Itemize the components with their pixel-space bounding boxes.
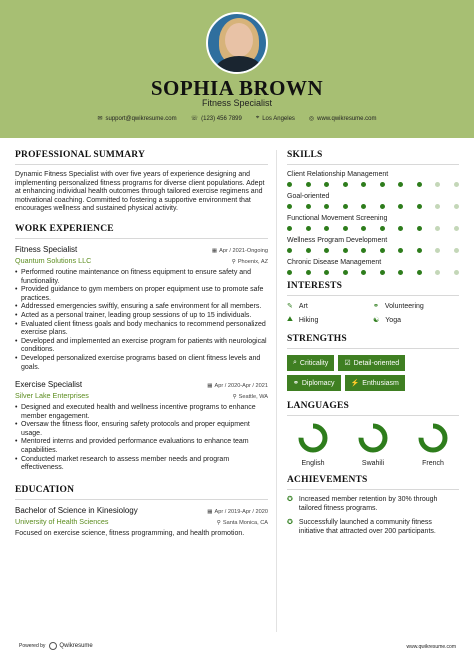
interests-list <box>287 302 459 324</box>
skill-name: Wellness Program Development <box>287 237 388 244</box>
achievements-heading: ACHIEVEMENTS <box>287 475 459 490</box>
rating-dot <box>398 182 403 187</box>
list-item: • Addressed emergencies swiftly, ensuring a safe environment for all members. <box>15 303 268 312</box>
profile-photo <box>206 12 268 74</box>
list-item: • Oversaw the fitness floor, ensuring safety protocols and proper equipment usage. <box>15 421 268 438</box>
education-text: Focused on exercise science, fitness programming, and health promotion. <box>15 529 245 537</box>
rating-dot <box>454 182 459 187</box>
left-column <box>15 150 268 538</box>
company-name: Silver Lake Enterprises <box>15 391 89 401</box>
interest-item: ⚭ Volunteering <box>373 302 424 310</box>
list-item: • Evaluated client fitness goals and body mechanics to recommend personalized exercise plans. <box>15 321 268 338</box>
language-item <box>347 422 399 467</box>
list-item: • Developed and implemented an exercise program for patients with neurological conditions. <box>15 338 268 355</box>
rating-dot <box>454 226 459 231</box>
interest-item: ✎ Art <box>287 302 308 310</box>
skill-rating <box>287 182 459 187</box>
job-title: Fitness Specialist <box>15 244 78 254</box>
rating-dot <box>324 248 329 253</box>
language-item <box>407 422 459 467</box>
rating-dot <box>417 226 422 231</box>
rating-dot <box>324 204 329 209</box>
skill-rating <box>287 226 459 231</box>
skill-rating <box>287 204 459 209</box>
footer-website[interactable]: www.qwikresume.com <box>406 644 456 650</box>
rating-dot <box>398 270 403 275</box>
job-entry <box>15 380 268 473</box>
skill-name: Client Relationship Management <box>287 171 389 178</box>
rating-dot <box>398 204 403 209</box>
contact-website[interactable]: ◎ www.qwikresume.com <box>308 115 377 122</box>
location-pin-icon: ⚲ <box>232 394 237 401</box>
job-dates: Apr / 2020-Apr / 2021 <box>214 383 268 390</box>
rating-dot <box>287 248 292 253</box>
rating-dot <box>306 226 311 231</box>
candidate-title: Fitness Specialist <box>201 98 273 108</box>
rating-dot <box>361 270 366 275</box>
rating-dot <box>435 204 440 209</box>
contact-location: ⌖ Los Angeles <box>255 115 295 122</box>
list-item: • Acted as a personal trainer, leading group sessions of up to 15 individuals. <box>15 312 268 321</box>
rating-dot <box>306 270 311 275</box>
rating-dot <box>306 182 311 187</box>
list-item: • Provided guidance to gym members on proper equipment use to promote safe practices. <box>15 286 268 303</box>
footer <box>0 632 474 670</box>
handshake-icon: ⚭ <box>373 303 379 310</box>
achievement-item: ✪ Successfully launched a community fitness initiative that attracted over 200 participants. <box>287 519 436 535</box>
rating-dot <box>343 182 348 187</box>
right-column <box>287 150 459 542</box>
rating-dot <box>380 204 385 209</box>
rating-dot <box>287 270 292 275</box>
strength-chip: ⚭ Diplomacy <box>287 375 341 391</box>
rating-dot <box>324 270 329 275</box>
list-item: • Mentored interns and provided performance evaluations to enhance team capabilities. <box>15 438 268 455</box>
strengths-heading: STRENGTHS <box>287 334 459 349</box>
rating-dot <box>435 226 440 231</box>
skills-list <box>287 171 459 275</box>
language-label: French <box>422 460 444 467</box>
education-dates: Apr / 2019-Apr / 2020 <box>214 508 268 515</box>
rating-dot <box>324 226 329 231</box>
languages-list <box>287 422 459 467</box>
rating-dot <box>287 204 292 209</box>
company-name: Quantum Solutions LLC <box>15 255 92 265</box>
degree-title: Bachelor of Science in Kinesiology <box>15 505 138 515</box>
brand-logo[interactable]: Qwikresume <box>49 642 92 650</box>
powered-by <box>19 642 93 650</box>
rating-dot <box>287 182 292 187</box>
rating-dot <box>343 226 348 231</box>
medal-icon: ✪ <box>287 496 293 503</box>
medal-icon: ✪ <box>287 519 293 527</box>
calendar-icon: ▦ <box>211 247 218 254</box>
summary-heading: PROFESSIONAL SUMMARY <box>15 150 268 165</box>
rating-dot <box>380 226 385 231</box>
language-level-ring <box>357 422 389 454</box>
rating-dot <box>361 182 366 187</box>
header-banner <box>0 0 474 138</box>
education-location: Santa Monica, CA <box>222 519 268 526</box>
interest-item: ⛰ Hiking <box>287 316 319 324</box>
contact-phone[interactable]: ☏ (123) 456 7899 <box>190 115 242 122</box>
list-item: • Designed and executed health and wellness incentive programs to enhance member engagement. <box>15 404 268 421</box>
rating-dot <box>343 270 348 275</box>
skill-rating <box>287 270 459 275</box>
list-item: • Performed routine maintenance on fitness equipment to ensure safety and functionality. <box>15 269 268 286</box>
rating-dot <box>398 226 403 231</box>
job-location: Seattle, WA <box>238 394 268 401</box>
job-bullets <box>15 269 268 372</box>
checklist-icon: ☑ <box>344 360 351 367</box>
language-level-ring <box>297 422 329 454</box>
phone-icon: ☏ <box>190 116 199 122</box>
strength-chip: ☑ Detail-oriented <box>338 355 405 371</box>
strength-chip: ⚡ Enthusiasm <box>345 375 405 391</box>
bolt-icon: ⚡ <box>350 380 360 387</box>
calendar-icon: ▦ <box>207 508 213 515</box>
rating-dot <box>398 248 403 253</box>
rating-dot <box>380 248 385 253</box>
rating-dot <box>417 248 422 253</box>
skill-name: Functional Movement Screening <box>287 215 388 222</box>
calendar-icon: ▦ <box>207 383 213 390</box>
rating-dot <box>417 270 422 275</box>
skills-heading: SKILLS <box>287 150 459 165</box>
handshake-icon: ⚭ <box>293 380 299 387</box>
rating-dot <box>435 182 440 187</box>
language-label: Swahili <box>361 460 385 467</box>
brush-icon: ✎ <box>287 303 293 310</box>
list-item: • Conducted market research to assess member needs and program effectiveness. <box>15 456 268 473</box>
summary-text: Dynamic Fitness Specialist with over five years of experience designing and implementing personalized fitness programs for diverse client populations. Adept at enhancing individual health outcomes through tailored exercise regimens and motivational coaching. Committed to fostering a supportive environment that encourages wellness and sustained physical activity. <box>15 171 265 213</box>
hiking-boot-icon: ⛰ <box>287 316 293 323</box>
job-dates: Apr / 2021-Ongoing <box>219 247 268 254</box>
job-bullets <box>15 404 268 473</box>
rating-dot <box>324 182 329 187</box>
rating-dot <box>380 182 385 187</box>
job-entry <box>15 245 268 372</box>
rating-dot <box>417 182 422 187</box>
rating-dot <box>287 226 292 231</box>
skill-name: Chronic Disease Management <box>287 259 382 266</box>
languages-heading: LANGUAGES <box>287 401 459 416</box>
rating-dot <box>306 204 311 209</box>
interest-item: ☯ Yoga <box>373 316 401 324</box>
skill-name: Goal-oriented <box>287 193 330 200</box>
skill-rating <box>287 248 459 253</box>
email-icon: ✉ <box>97 116 103 122</box>
rating-dot <box>343 204 348 209</box>
rating-dot <box>454 248 459 253</box>
job-title: Exercise Specialist <box>15 380 83 390</box>
column-divider <box>276 150 277 632</box>
list-item: • Developed personalized exercise programs based on client fitness levels and goals. <box>15 355 268 372</box>
rating-dot <box>454 270 459 275</box>
candidate-name: SOPHIA BROWN <box>150 76 324 100</box>
yoga-icon: ☯ <box>373 317 380 324</box>
location-pin-icon: ⚲ <box>231 258 236 265</box>
contact-email[interactable]: ✉ support@qwikresume.com <box>97 115 177 122</box>
rating-dot <box>435 270 440 275</box>
location-icon: ⌖ <box>255 115 260 121</box>
rating-dot <box>361 226 366 231</box>
interests-heading: INTERESTS <box>287 281 459 296</box>
language-item <box>287 422 339 467</box>
achievements-list <box>287 496 459 536</box>
powered-by-label: Powered by <box>19 643 46 649</box>
contact-bar <box>0 115 474 122</box>
rating-dot <box>417 204 422 209</box>
location-pin-icon: ⚲ <box>216 519 221 526</box>
globe-icon: ◎ <box>308 116 315 122</box>
rating-dot <box>361 204 366 209</box>
rating-dot <box>361 248 366 253</box>
rating-dot <box>343 248 348 253</box>
qwikresume-logo-icon <box>49 642 57 650</box>
language-label: English <box>301 460 325 467</box>
language-level-ring <box>417 422 449 454</box>
search-icon: ⌕ <box>293 359 297 366</box>
school-name: University of Health Sciences <box>15 516 109 526</box>
achievement-item: ✪ Increased member retention by 30% through tailored fitness programs. <box>287 496 438 512</box>
experience-heading: WORK EXPERIENCE <box>15 224 268 239</box>
rating-dot <box>380 270 385 275</box>
rating-dot <box>435 248 440 253</box>
job-location: Phoenix, AZ <box>237 258 268 265</box>
rating-dot <box>306 248 311 253</box>
strength-chip: ⌕ Criticality <box>287 355 334 371</box>
education-heading: EDUCATION <box>15 485 268 500</box>
strengths-list <box>287 355 459 391</box>
rating-dot <box>454 204 459 209</box>
education-entry <box>15 506 268 539</box>
